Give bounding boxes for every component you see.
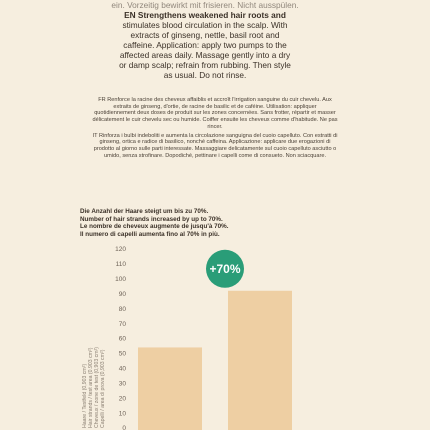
y-tick-label: 20 (118, 395, 126, 403)
en-line-2: stimulates blood circulation in the scalp. With (122, 20, 288, 30)
y-tick-label: 40 (118, 365, 126, 373)
chart-plot (80, 244, 350, 430)
en-heading-line: EN Strengthens weakened hair roots and (124, 10, 286, 20)
hair-growth-chart (80, 244, 350, 430)
y-tick-label: 50 (118, 350, 126, 358)
caption-de: Die Anzahl der Haare steigt um bis zu 70%. (80, 208, 209, 215)
y-label-fr: Cheveux / zone de test (0,903 cm²) (94, 346, 100, 428)
en-line-7: as usual. Do not rinse. (163, 70, 247, 80)
increase-badge-label: +70% (209, 261, 241, 276)
y-tick-label: 0 (122, 425, 126, 430)
bar-2 (228, 291, 292, 430)
y-label-de: Haare / Testfeld (0,903 cm²) (82, 363, 88, 428)
caption-fr: Le nombre de cheveux augmente de jusqu'à 70%. (80, 223, 229, 231)
y-tick-label: 60 (118, 335, 126, 343)
caption-en: Number of hair strands increased by up to 70%. (80, 215, 223, 223)
y-tick-label: 80 (118, 305, 126, 313)
y-tick-label: 120 (115, 246, 126, 254)
y-tick-label: 10 (118, 410, 126, 418)
y-tick-label: 100 (115, 276, 126, 284)
y-label-it: Capelli / area di prova (0,903 cm²) (100, 349, 106, 428)
y-tick-label: 30 (118, 380, 126, 388)
en-description (80, 0, 330, 80)
y-tick-label: 110 (115, 261, 126, 269)
it-paragraph: IT Rinforza i bulbi indeboliti e aumenta la circolazione sanguigna del cuoio capelluto. Con estratti di ginseng, ortica e radice di basilico, nonché caffeina. Applicazione: applicare due erogazioni di prodotto al giorno sulle parti interessate. Massaggiare delicatamente sul cuoio capelluto asciutto o umido, senza strofinare. Dopodiché, pettinare i capelli come di consueto. Non sciacquare. (92, 132, 338, 159)
bar-1 (138, 347, 202, 430)
en-line-3: extracts of ginseng, nettle, basil root and (130, 30, 280, 40)
y-tick-label: 90 (118, 290, 126, 298)
en-line-5: affected areas daily. Massage gently into a dry (119, 50, 291, 60)
en-line-4: caffeine. Application: apply two pumps to the (123, 40, 287, 50)
caption-it: Il numero di capelli aumenta fino al 70% in più. (80, 230, 220, 238)
y-tick-label: 70 (118, 320, 126, 328)
fr-it-description (92, 97, 338, 161)
fr-paragraph: FR Renforce la racine des cheveux affaiblis et accroît l'irrigation sanguine du cuir chevelu. Aux extraits de ginseng, d'ortie, de racine de basilic et de caféine. Utilisation: appliquer quotidiennement deux doses de produit sur les zones concernées. Sans frotter, répartir et masser délicatement le cuir chevelu sec ou humide. Coiffer ensuite les cheveux comme d'habitude. Ne pas rincer. (92, 97, 338, 130)
en-line-6: or damp scalp; refrain from rubbing. Then style (119, 60, 291, 70)
y-label-en: Hair strands / test area (0.903 cm²) (88, 347, 94, 428)
chart-caption (80, 208, 330, 238)
de-tail-text: ein. Vorzeitig bewirkt mit frisieren. Nicht ausspülen. (111, 0, 299, 10)
